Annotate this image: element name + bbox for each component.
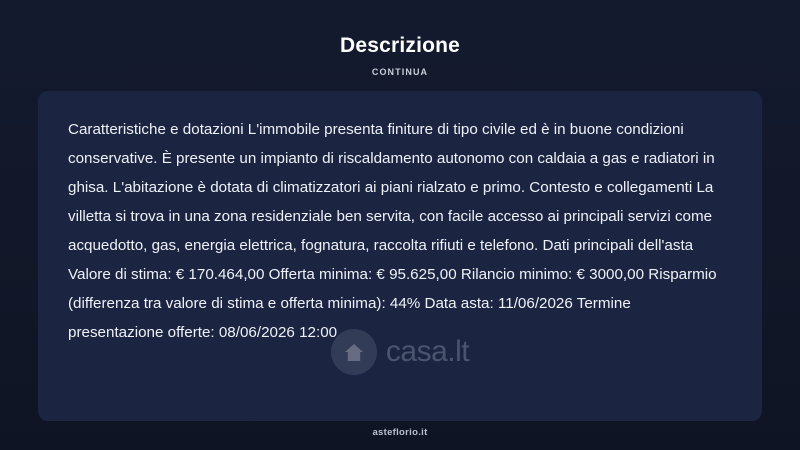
description-card bbox=[38, 91, 762, 421]
footer-text: asteflorio.it bbox=[372, 427, 428, 438]
page-title: Descrizione bbox=[339, 34, 461, 57]
continue-label[interactable]: CONTINUA bbox=[371, 67, 429, 77]
description-text: Caratteristiche e dotazioni L'immobile presenta finiture di tipo civile ed è in buone condizioni conservative. È presente un impianto di riscaldamento autonomo con caldaia a gas e radiatori in ghisa. L'abitazione è dotata di climatizzatori ai piani rialzato e primo. Contesto e collegamenti La villetta si trova in una zona residenziale ben servita, con facile accesso ai principali servizi come acquedotto, gas, energia elettrica, fognatura, raccolta rifiuti e telefono. Dati principali dell'asta Valore di stima: € 170.464,00 Offerta minima: € 95.625,00 Rilancio minimo: € 3000,00 Risparmio (differenza tra valore di stima e offerta minima): 44% Data asta: 11/06/2026 Termine presentazione offerte: 08/06/2026 12:00 bbox=[68, 121, 721, 341]
watermark-text: casa.lt bbox=[385, 335, 470, 368]
